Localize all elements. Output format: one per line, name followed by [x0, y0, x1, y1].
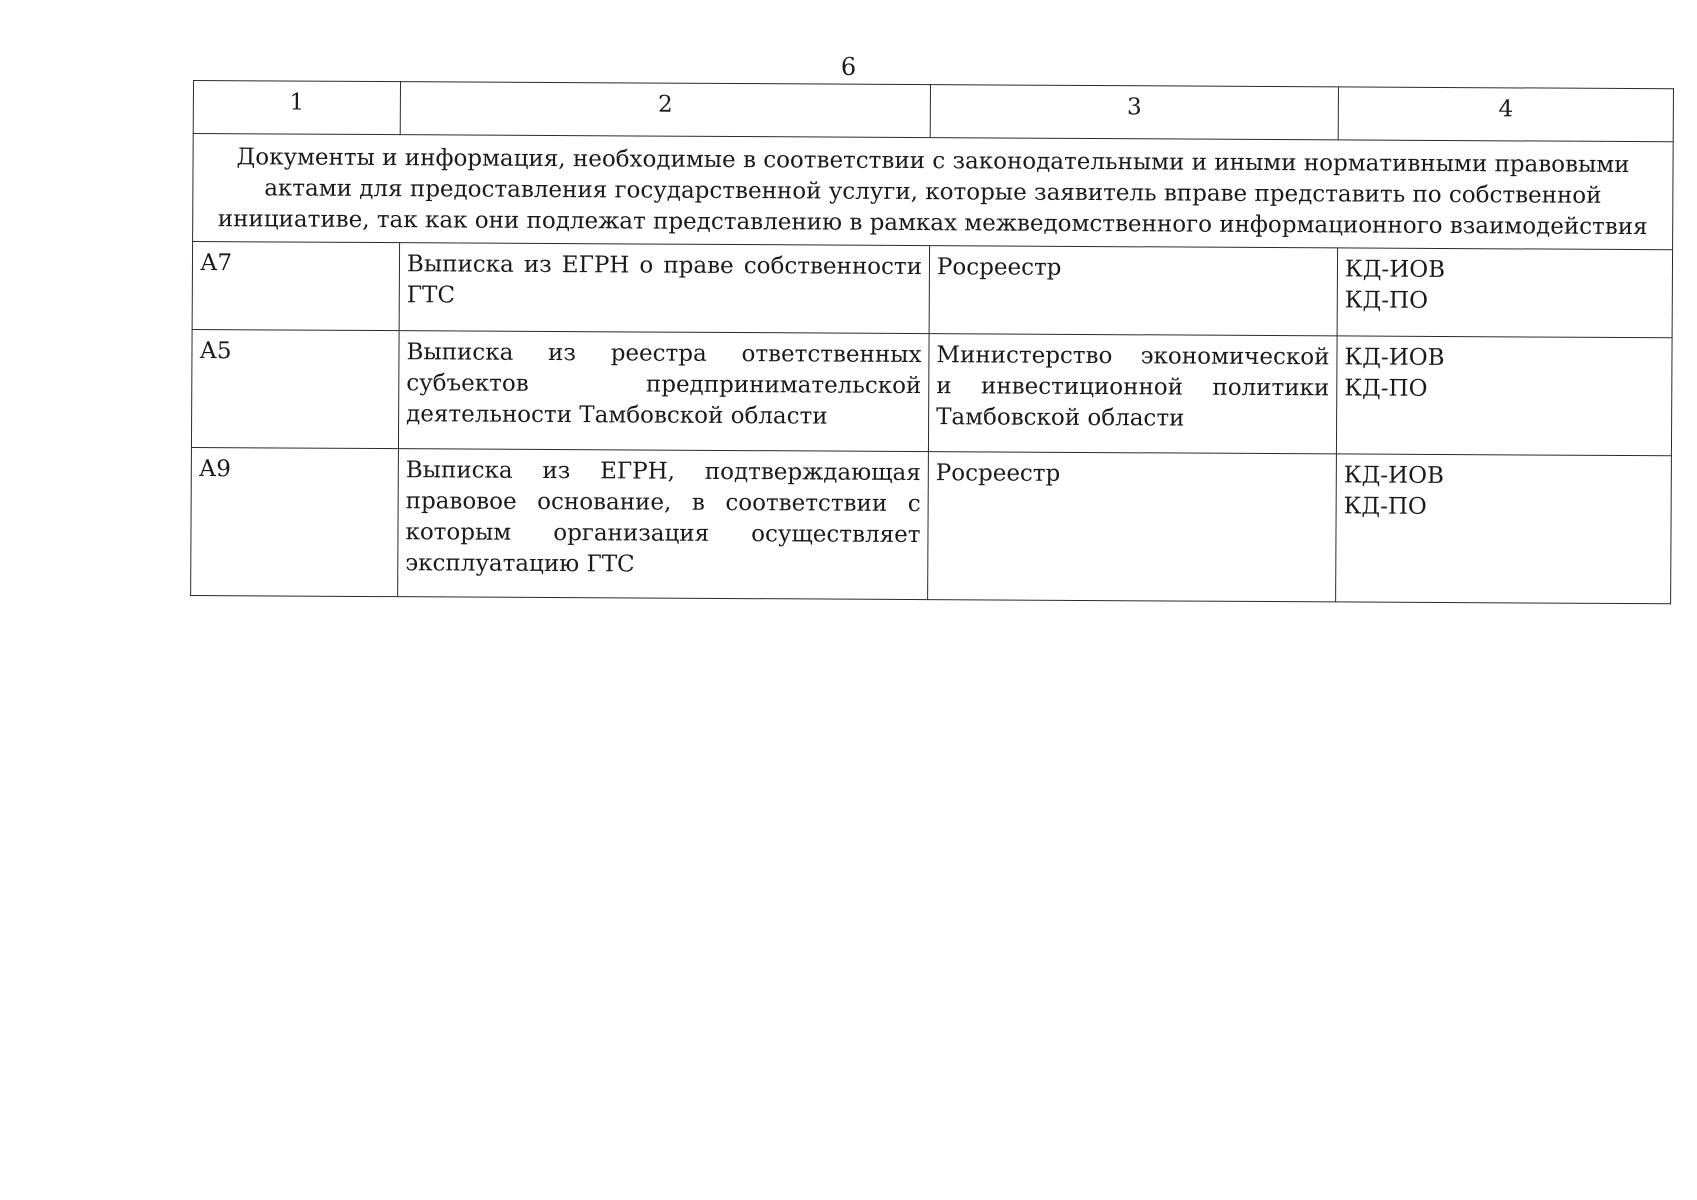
column-number-2: 2 — [400, 82, 930, 138]
row-codes — [1337, 248, 1672, 338]
column-number-4: 4 — [1338, 87, 1673, 142]
row-document: Выписка из реестра ответственных субъектов предпринимательской деятельности Тамбовской области — [398, 331, 929, 452]
section-title: Документы и информация, необходимые в соответствии с законодательными и иными нормативными правовыми актами для предоставления государственной услуги, которые заявитель вправе представить по собственной инициативе, так как они подлежат представлению в рамках межведомственного информационного взаимодействия — [193, 134, 1674, 250]
table-row — [191, 329, 1672, 455]
column-number-3: 3 — [930, 85, 1338, 140]
row-code-kd-po: КД-ПО — [1343, 493, 1427, 520]
row-codes — [1336, 454, 1672, 604]
row-code: А5 — [191, 329, 399, 448]
documents-table — [190, 80, 1674, 604]
column-number-1: 1 — [193, 81, 400, 135]
table-row — [191, 447, 1672, 603]
page-number: 6 — [840, 53, 857, 81]
row-source: Министерство экономической и инвестиционной политики Тамбовской области — [928, 334, 1337, 454]
row-source: Росреестр — [928, 452, 1337, 602]
table-row — [192, 242, 1672, 338]
row-code-kd-po: КД-ПО — [1344, 375, 1428, 402]
column-number-row — [193, 81, 1673, 142]
row-code-kd-iov: КД-ИОВ — [1344, 256, 1446, 283]
row-document: Выписка из ЕГРН о праве собственности ГТС — [399, 243, 929, 334]
row-code: А9 — [191, 447, 399, 596]
row-source: Росреестр — [929, 246, 1337, 336]
row-document: Выписка из ЕГРН, подтверждающая правовое основание, в соответствии с которым организация осуществляет эксплуатацию ГТС — [398, 449, 929, 600]
row-code: А7 — [192, 242, 399, 331]
row-code-kd-iov: КД-ИОВ — [1343, 462, 1444, 489]
section-title-row — [193, 134, 1674, 250]
row-code-kd-iov: КД-ИОВ — [1344, 344, 1445, 371]
row-code-kd-po: КД-ПО — [1344, 287, 1429, 314]
row-codes — [1336, 336, 1672, 456]
